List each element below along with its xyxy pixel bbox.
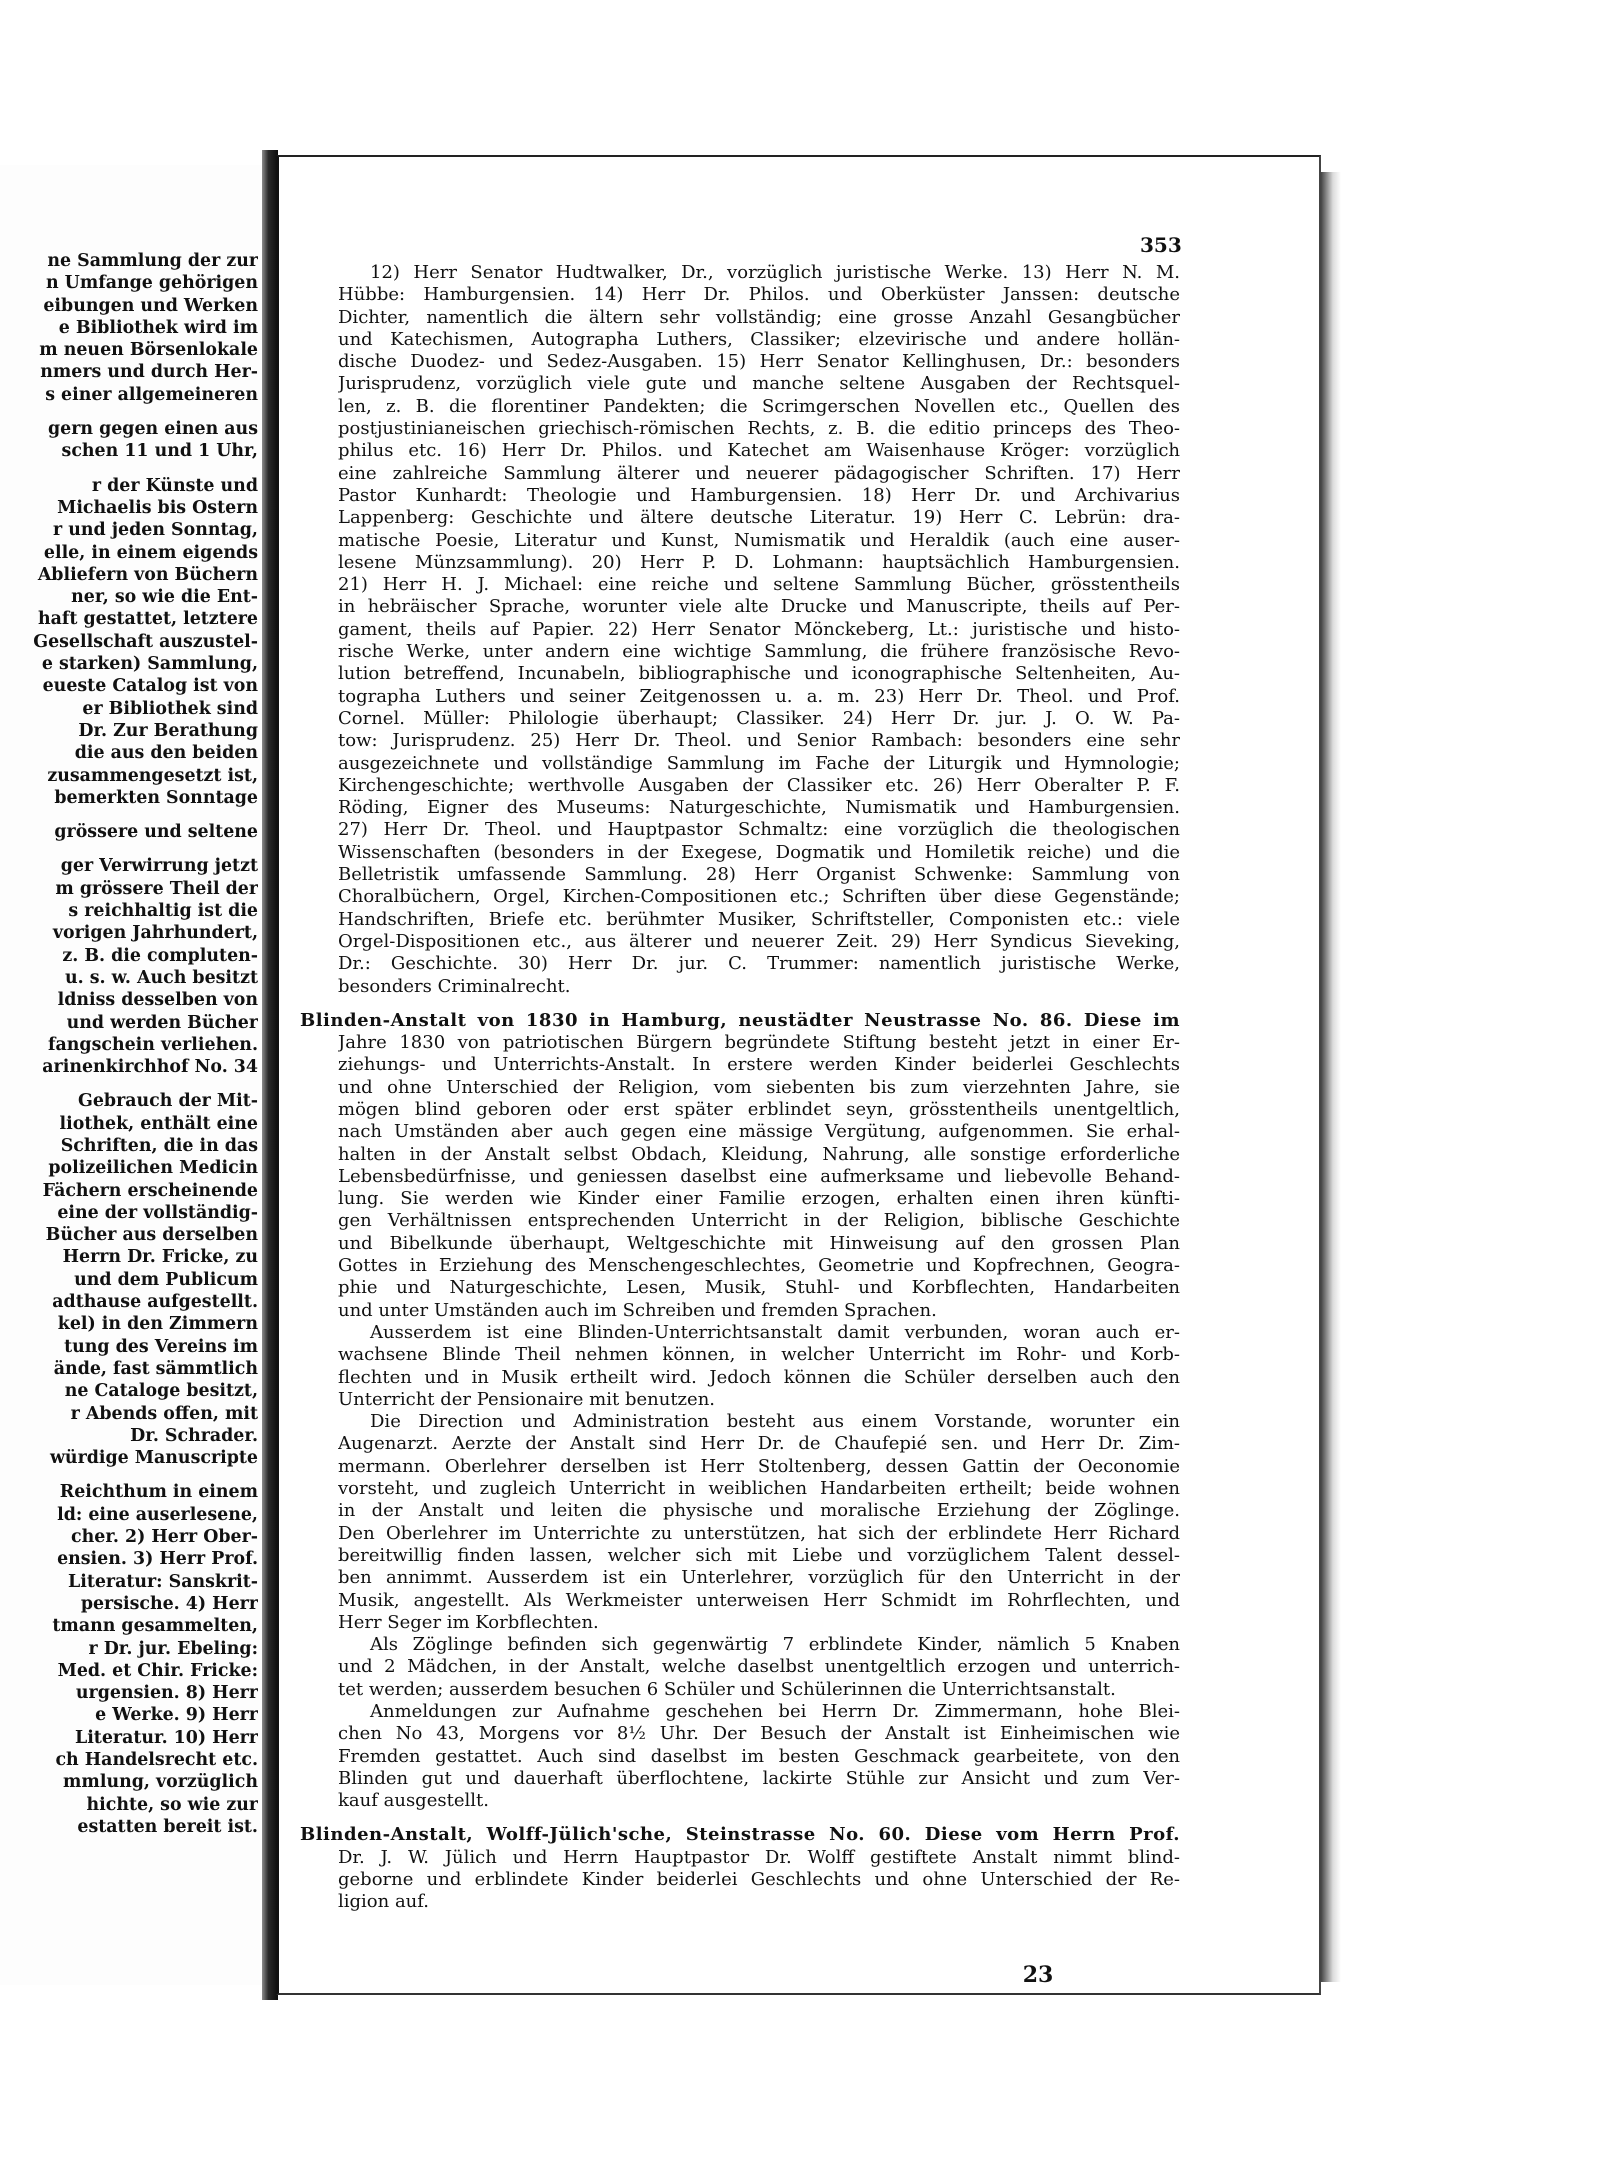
left-text-line: und werden Bücher bbox=[66, 1012, 258, 1033]
left-text-line: fangschein verliehen. bbox=[48, 1034, 258, 1055]
left-text-line bbox=[0, 1469, 258, 1481]
left-text-line: bemerkten Sonntage bbox=[54, 787, 258, 808]
text-line: Blinden gut und dauerhaft überflochtene, lackirte Stühle zur Ansicht und zum Ver- bbox=[338, 1767, 1180, 1789]
text-line: Hübbe: Hamburgensien. 14) Herr Dr. Philos. und Oberküster Janssen: deutsche bbox=[338, 284, 1180, 306]
text-line: matische Poesie, Literatur und Kunst, Numismatik und Heraldik (auch eine auser- bbox=[338, 529, 1180, 551]
text-line: Orgel-Dispositionen etc., aus älterer und neuerer Zeit. 29) Herr Syndicus Sieveking, bbox=[338, 930, 1180, 952]
text-line: Wissenschaften (besonders in der Exegese, Dogmatik und Homiletik reiche) und die bbox=[338, 841, 1180, 863]
left-text-line: er Bibliothek sind bbox=[82, 698, 258, 719]
left-text-line: Med. et Chir. Fricke: bbox=[57, 1660, 258, 1681]
text-line: eine zahlreiche Sammlung älterer und neuerer pädagogischer Schriften. 17) Herr bbox=[338, 462, 1180, 484]
left-text-line: die aus den beiden bbox=[74, 743, 258, 764]
text-line: lution betreffend, Incunabeln, bibliographische und iconographische Seltenheiten, Au- bbox=[338, 663, 1180, 685]
text-line: vorsteht, und zugleich Unterricht in weiblichen Handarbeiten ertheilt; beide wohnen bbox=[338, 1478, 1180, 1500]
text-line: und 2 Mädchen, in der Anstalt, welche daselbst unentgeltlich erzogen und unterrich- bbox=[338, 1656, 1180, 1678]
text-line: Dr. J. W. Jülich und Herrn Hauptpastor Dr. Wolff gestiftete Anstalt nimmt blind- bbox=[338, 1846, 1180, 1868]
text-line: und ohne Unterschied der Religion, vom siebenten bis zum vierzehnten Jahre, sie bbox=[338, 1076, 1180, 1098]
left-text-line bbox=[0, 463, 258, 475]
left-text-line: e Werke. 9) Herr bbox=[95, 1705, 258, 1726]
left-text-line: grössere und seltene bbox=[54, 822, 258, 843]
text-line: rische Werke, unter andern eine wichtige Sammlung, die frühere französische Revo- bbox=[338, 641, 1180, 663]
left-text-line: schen 11 und 1 Uhr, bbox=[61, 441, 258, 462]
text-line: Dichter, namentlich die ältern sehr vollständig; eine grosse Anzahl Gesangbücher bbox=[338, 306, 1180, 328]
text-line: mögen blind geboren oder erst später erblindet seyn, grösstentheils unentgeltlich, bbox=[338, 1098, 1180, 1120]
text-line: Blinden-Anstalt, Wolff-Jülich'sche, Steinstrasse No. 60. Diese vom Herrn Prof. bbox=[300, 1824, 1180, 1846]
left-text-line: Schriften, die in das bbox=[60, 1135, 258, 1156]
left-text-line bbox=[0, 406, 258, 418]
text-line: gament, theils auf Papier. 22) Herr Senator Mönckeberg, Lt.: juristische und histo- bbox=[338, 618, 1180, 640]
text-line: ben annimmt. Ausserdem ist ein Unterlehrer, vorzüglich für den Unterricht in der bbox=[338, 1567, 1180, 1589]
left-text-line: mmlung, vorzüglich bbox=[63, 1772, 258, 1793]
left-text-line: Gesellschaft auszustel- bbox=[33, 631, 258, 652]
text-line: ligion auf. bbox=[338, 1891, 430, 1913]
text-line: Kirchengeschichte; werthvolle Ausgaben der Classiker etc. 26) Herr Oberalter P. F. bbox=[338, 774, 1180, 796]
left-text-line: Reichthum in einem bbox=[59, 1482, 258, 1503]
left-text-line: Fächern erscheinende bbox=[42, 1180, 258, 1201]
left-text-line: tmann gesammelten, bbox=[52, 1616, 258, 1637]
left-text-line: persische. 4) Herr bbox=[80, 1593, 258, 1614]
text-line: Ausserdem ist eine Blinden-Unterrichtsanstalt damit verbunden, woran auch er- bbox=[370, 1321, 1180, 1343]
text-line: Den Oberlehrer im Unterrichte zu unterstützen, hat sich der erblindete Herr Richard bbox=[338, 1522, 1180, 1544]
text-line: Fremden gestattet. Auch sind daselbst im besten Geschmack gearbeitete, von den bbox=[338, 1745, 1180, 1767]
left-text-line: Dr. Zur Berathung bbox=[78, 720, 258, 741]
text-line: und Bibelkunde überhaupt, Weltgeschichte mit Hinweisung auf den grossen Plan bbox=[338, 1232, 1180, 1254]
text-line: in hebräischer Sprache, worunter viele alte Drucke und Manuscripte, theils auf Per- bbox=[338, 596, 1180, 618]
left-text-line: gern gegen einen aus bbox=[47, 419, 258, 440]
left-text-line: Literatur: Sanskrit- bbox=[67, 1571, 258, 1592]
text-line: Handschriften, Briefe etc. berühmter Musiker, Schriftsteller, Componisten etc.: viele bbox=[338, 908, 1180, 930]
text-line: Jahre 1830 von patriotischen Bürgern begründete Stiftung besteht jetzt in einer Er- bbox=[338, 1032, 1180, 1054]
left-text-line: r und jeden Sonntag, bbox=[53, 520, 258, 541]
page-number: 353 bbox=[1140, 233, 1182, 257]
text-line: geborne und erblindete Kinder beiderlei Geschlechts und ohne Unterschied der Re- bbox=[338, 1869, 1180, 1891]
text-line: Belletristik umfassende Sammlung. 28) Herr Organist Schwenke: Sammlung von bbox=[338, 864, 1180, 886]
text-line: gen Verhältnissen entsprechenden Unterricht in der Religion, biblische Geschichte bbox=[338, 1210, 1180, 1232]
left-text-line: ensien. 3) Herr Prof. bbox=[57, 1549, 258, 1570]
left-text-line bbox=[0, 809, 258, 821]
left-text-line: z. B. die compluten- bbox=[62, 945, 258, 966]
text-line: Dr.: Geschichte. 30) Herr Dr. jur. C. Trummer: namentlich juristische Werke, bbox=[338, 953, 1180, 975]
left-text-line: r der Künste und bbox=[91, 475, 258, 496]
text-line: postjustinianeischen griechisch-römischen Rechts, z. B. die editio princeps des Theo- bbox=[338, 418, 1180, 440]
page-body bbox=[300, 262, 1180, 1914]
text-line: Cornel. Müller: Philologie überhaupt; Classiker. 24) Herr Dr. jur. J. O. W. Pa- bbox=[338, 707, 1180, 729]
left-text-line: e starken) Sammlung, bbox=[41, 654, 258, 675]
left-text-line: s einer allgemeineren bbox=[45, 384, 258, 405]
text-line: Blinden-Anstalt von 1830 in Hamburg, neustädter Neustrasse No. 86. Diese im bbox=[300, 1009, 1180, 1031]
text-line: flechten und in Musik ertheilt wird. Jedoch können die Schüler derselben auch den bbox=[338, 1366, 1180, 1388]
left-text-line: ch Handelsrecht etc. bbox=[55, 1750, 258, 1770]
left-text-line: eueste Catalog ist von bbox=[42, 676, 258, 697]
left-text-line: elle, in einem eigends bbox=[43, 542, 258, 563]
text-line: Jurisprudenz, vorzüglich viele gute und manche seltene Ausgaben der Rechtsquel- bbox=[338, 373, 1180, 395]
left-text-line: s reichhaltig ist die bbox=[68, 901, 258, 922]
text-line: halten in der Anstalt selbst Obdach, Kleidung, Nahrung, alle sonstige erforderliche bbox=[338, 1143, 1180, 1165]
text-line: und unter Umständen auch im Schreiben und fremden Sprachen. bbox=[338, 1299, 937, 1321]
left-text-line: kel) in den Zimmern bbox=[57, 1314, 258, 1335]
left-text-line: Herrn Dr. Fricke, zu bbox=[62, 1247, 258, 1268]
left-text-line: ldniss desselben von bbox=[57, 990, 258, 1011]
left-text-line: vorigen Jahrhundert, bbox=[52, 923, 258, 944]
left-text-line bbox=[0, 843, 258, 855]
text-line: Gottes in Erziehung des Menschengeschlechtes, Geometrie und Kopfrechnen, Geogra- bbox=[338, 1255, 1180, 1277]
left-text-line: zusammengesetzt ist, bbox=[47, 765, 258, 786]
left-page-text bbox=[0, 250, 258, 1838]
text-line: 12) Herr Senator Hudtwalker, Dr., vorzüglich juristische Werke. 13) Herr N. M. bbox=[370, 262, 1180, 283]
text-line: Herr Seger im Korbflechten. bbox=[338, 1611, 599, 1633]
left-text-line: estatten bereit ist. bbox=[77, 1816, 258, 1837]
text-line: Die Direction und Administration besteht aus einem Vorstande, worunter ein bbox=[370, 1411, 1180, 1433]
text-line: nach Umständen aber auch gegen eine mässige Vergütung, aufgenommen. Sie erhal- bbox=[338, 1121, 1180, 1143]
left-text-line: e Bibliothek wird im bbox=[58, 317, 258, 338]
text-line: mermann. Oberlehrer derselben ist Herr Stoltenberg, dessen Gattin der Oeconomie bbox=[338, 1455, 1180, 1477]
left-page-fragment bbox=[0, 165, 262, 1985]
left-text-line bbox=[0, 1078, 258, 1090]
text-line: lesene Münzsammlung). 20) Herr P. D. Lohmann: hauptsächlich Hamburgensien. bbox=[338, 551, 1180, 573]
text-line: Augenarzt. Aerzte der Anstalt sind Herr Dr. de Chaufepié sen. und Herr Dr. Zim- bbox=[338, 1433, 1180, 1455]
text-line: bereitwillig finden lassen, welcher sich mit Liebe und vorzüglichem Talent dessel- bbox=[338, 1544, 1180, 1566]
left-text-line: m neuen Börsenlokale bbox=[39, 340, 258, 361]
text-line: in der Anstalt und leiten die physische und moralische Erziehung der Zöglinge. bbox=[338, 1500, 1180, 1522]
left-text-line: und dem Publicum bbox=[74, 1269, 258, 1290]
text-line: phie und Naturgeschichte, Lesen, Musik, Stuhl- und Korbflechten, Handarbeiten bbox=[338, 1277, 1180, 1299]
text-line: ziehungs- und Unterrichts-Anstalt. In erstere werden Kinder beiderlei Geschlechts bbox=[338, 1054, 1180, 1076]
left-text-line: ne Sammlung der zur bbox=[47, 251, 258, 271]
text-line: Als Zöglinge befinden sich gegenwärtig 7 erblindete Kinder, nämlich 5 Knaben bbox=[370, 1634, 1180, 1656]
left-text-line: adthause aufgestellt. bbox=[52, 1292, 258, 1313]
text-line: philus etc. 16) Herr Dr. Philos. und Katechet am Waisenhause Kröger: vorzüglich bbox=[338, 440, 1180, 462]
text-line: und Katechismen, Autographa Luthers, Classiker; elzevirische und andere hollän- bbox=[338, 328, 1180, 350]
left-text-line: ld: eine auserlesene, bbox=[57, 1504, 258, 1525]
text-line: dische Duodez- und Sedez-Ausgaben. 15) Herr Senator Kellinghusen, Dr.: besonders bbox=[338, 351, 1180, 373]
text-line: ausgezeichnete und vollständige Sammlung im Fache der Liturgik und Hymnologie; bbox=[338, 752, 1180, 774]
left-text-line: Abliefern von Büchern bbox=[37, 564, 258, 585]
text-line: besonders Criminalrecht. bbox=[338, 975, 571, 997]
library-list-paragraph bbox=[300, 262, 1180, 998]
left-text-line: u. s. w. Auch besitzt bbox=[65, 967, 258, 988]
left-text-line: ger Verwirrung jetzt bbox=[60, 856, 258, 877]
left-text-line: arinenkirchhof No. 34 bbox=[42, 1057, 258, 1078]
text-line: Unterricht der Pensionaire mit benutzen. bbox=[338, 1388, 716, 1410]
text-line: tow: Jurisprudenz. 25) Herr Dr. Theol. und Senior Rambach: besonders eine sehr bbox=[338, 730, 1180, 752]
left-text-line: Gebrauch der Mit- bbox=[78, 1091, 258, 1112]
text-line: tet werden; ausserdem besuchen 6 Schüler und Schülerinnen die Unterrichtsanstalt. bbox=[338, 1678, 1116, 1700]
left-text-line: Literatur. 10) Herr bbox=[74, 1727, 258, 1748]
left-text-line: hichte, so wie zur bbox=[86, 1794, 258, 1815]
left-text-line: nmers und durch Her- bbox=[40, 362, 258, 383]
left-text-line: liothek, enthält eine bbox=[59, 1113, 258, 1134]
left-text-line: ände, fast sämmtlich bbox=[53, 1358, 258, 1379]
text-line: chen No 43, Morgens vor 8½ Uhr. Der Besuch der Anstalt ist Einheimischen wie bbox=[338, 1723, 1180, 1745]
text-line: Lebensbedürfnisse, und geniessen daselbst eine aufmerksame und liebevolle Behand- bbox=[338, 1165, 1180, 1187]
text-line: wachsene Blinde Theil nehmen können, in welcher Unterricht im Rohr- und Korb- bbox=[338, 1344, 1180, 1366]
left-text-line: Dr. Schrader. bbox=[130, 1425, 258, 1446]
left-text-line: Bücher aus derselben bbox=[45, 1225, 258, 1246]
text-line: Lappenberg: Geschichte und ältere deutsche Literatur. 19) Herr C. Lebrün: dra- bbox=[338, 507, 1180, 529]
text-line: len, z. B. die florentiner Pandekten; die Scrimgerschen Novellen etc., Quellen des bbox=[338, 395, 1180, 417]
left-text-line: urgensien. 8) Herr bbox=[75, 1683, 258, 1704]
left-text-line: Michaelis bis Ostern bbox=[57, 497, 258, 518]
text-line: lung. Sie werden wie Kinder einer Familie erzogen, erhalten einen ihren künfti- bbox=[338, 1188, 1180, 1210]
left-text-line: eine der vollständig- bbox=[57, 1202, 258, 1223]
left-text-line: m grössere Theil der bbox=[55, 878, 258, 899]
text-line: Choralbüchern, Orgel, Kirchen-Compositionen etc.; Schriften über diese Gegenstände; bbox=[338, 886, 1180, 908]
left-text-line: n Umfange gehörigen bbox=[45, 273, 258, 294]
left-text-line: r Abends offen, mit bbox=[70, 1403, 258, 1424]
left-text-line: ne Cataloge besitzt, bbox=[64, 1381, 258, 1402]
text-line: Musik, angestellt. Als Werkmeister unterweisen Herr Schmidt im Rohrflechten, und bbox=[338, 1589, 1180, 1611]
left-text-line: polizeilichen Medicin bbox=[48, 1158, 258, 1179]
text-line: kauf ausgestellt. bbox=[338, 1790, 489, 1812]
text-line: Anmeldungen zur Aufnahme geschehen bei Herrn Dr. Zimmermann, hohe Blei- bbox=[370, 1701, 1180, 1722]
page-edge-strip bbox=[1321, 172, 1341, 1982]
blinden-anstalt-1830-paragraph bbox=[300, 1010, 1180, 1813]
signature-mark: 23 bbox=[1022, 1962, 1054, 1988]
text-line: tographa Luthers und seiner Zeitgenossen u. a. m. 23) Herr Dr. Theol. und Prof. bbox=[338, 685, 1180, 707]
text-line: 21) Herr H. J. Michael: eine reiche und seltene Sammlung Bücher, grösstentheils bbox=[338, 574, 1180, 596]
left-text-line: eibungen und Werken bbox=[43, 295, 258, 316]
text-line: Pastor Kunhardt: Theologie und Hamburgensien. 18) Herr Dr. und Archivarius bbox=[338, 484, 1180, 506]
left-text-line: ner, so wie die Ent- bbox=[71, 587, 258, 608]
left-text-line: tung des Vereins im bbox=[64, 1336, 258, 1357]
text-line: 27) Herr Dr. Theol. und Hauptpastor Schmaltz: eine vorzüglich die theologischen bbox=[338, 819, 1180, 841]
blinden-anstalt-wolff-juelich-paragraph bbox=[300, 1824, 1180, 1913]
text-line: Röding, Eigner des Museums: Naturgeschichte, Numismatik und Hamburgensien. bbox=[338, 797, 1180, 819]
left-text-line: cher. 2) Herr Ober- bbox=[71, 1527, 258, 1548]
left-text-line: haft gestattet, letztere bbox=[38, 609, 258, 630]
left-text-line: r Dr. jur. Ebeling: bbox=[88, 1638, 258, 1659]
left-text-line: würdige Manuscripte bbox=[49, 1448, 258, 1469]
